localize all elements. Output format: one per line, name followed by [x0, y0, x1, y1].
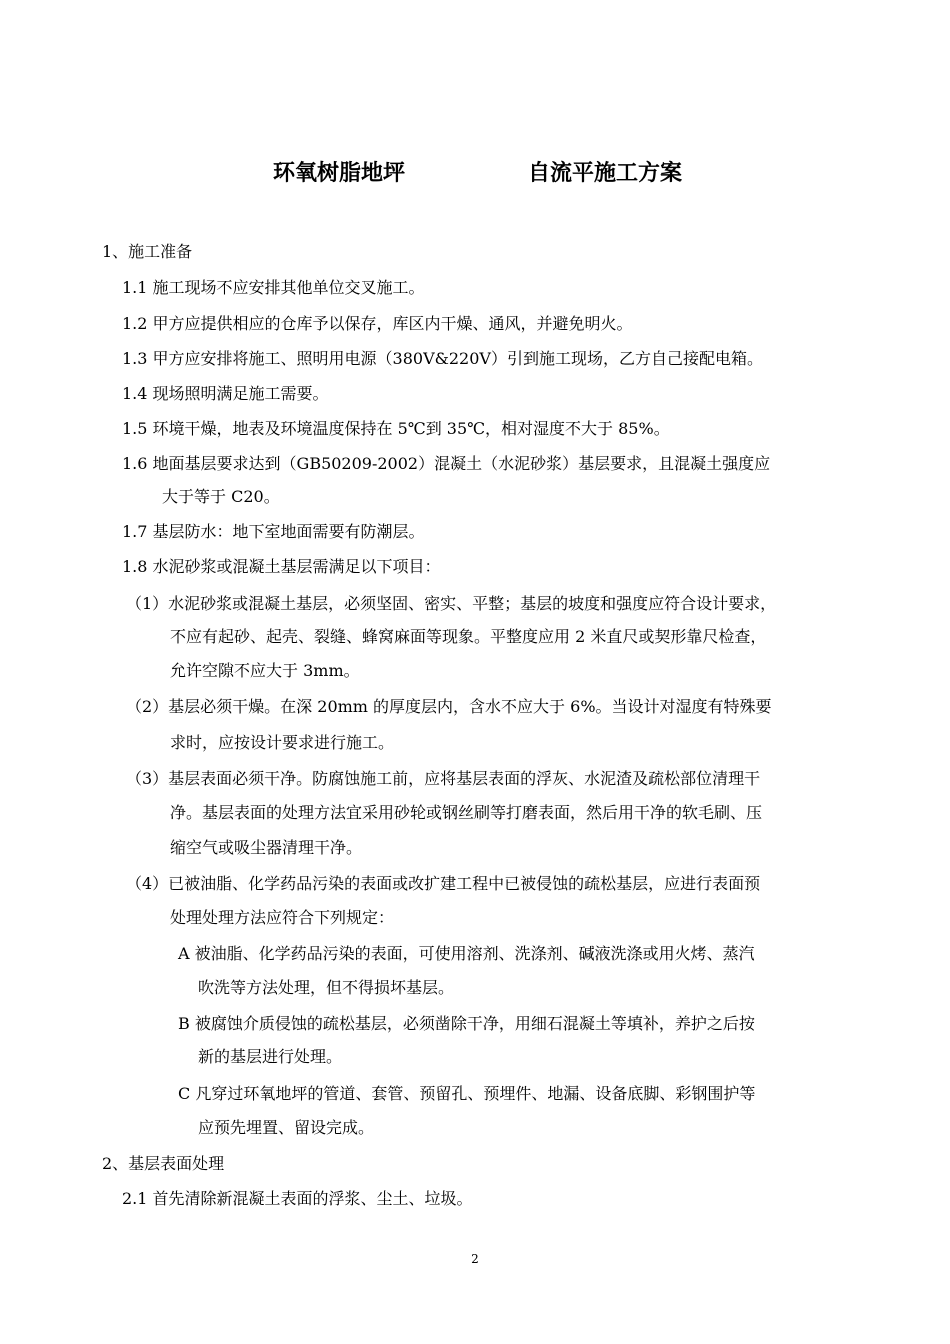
item-1-1: 1.1 施工现场不应安排其他单位交叉施工。 [122, 278, 425, 297]
section-heading-1: 1、施工准备 [102, 242, 193, 261]
subitem-1-cont-1: 不应有起砂、起壳、裂缝、蜂窝麻面等现象。平整度应用 2 米直尺或契形靠尺检查， [170, 627, 767, 646]
title-part-1: 环氧树脂地坪 [273, 160, 406, 186]
subitem-2: （2）基层必须干燥。在深 20mm 的厚度层内，含水不应大于 6%。当设计对湿度有特殊要 [126, 697, 772, 716]
item-1-6-cont: 大于等于 C20。 [162, 487, 280, 506]
subitem-3-cont-1: 净。基层表面的处理方法宜采用砂轮或钢丝刷等打磨表面，然后用干净的软毛刷、压 [170, 803, 763, 822]
point-b-cont: 新的基层进行处理。 [198, 1047, 343, 1066]
subitem-4-cont: 处理处理方法应符合下列规定： [170, 908, 395, 927]
item-1-6: 1.6 地面基层要求达到（GB50209-2002）混凝土（水泥砂浆）基层要求，且混凝土强度应 [122, 454, 771, 473]
item-2-1: 2.1 首先清除新混凝土表面的浮浆、尘土、垃圾。 [122, 1189, 473, 1208]
subitem-1: （1）水泥砂浆或混凝土基层，必须坚固、密实、平整；基层的坡度和强度应符合设计要求， [126, 594, 777, 613]
item-1-7: 1.7 基层防水：地下室地面需要有防潮层。 [122, 522, 425, 541]
point-a: A 被油脂、化学药品污染的表面，可使用溶剂、洗涤剂、碱液洗涤或用火烤、蒸汽 [178, 944, 755, 963]
title-part-2: 自流平施工方案 [528, 160, 683, 186]
section-heading-2: 2、基层表面处理 [102, 1154, 225, 1173]
subitem-3: （3）基层表面必须干净。防腐蚀施工前，应将基层表面的浮灰、水泥渣及疏松部位清理干 [126, 769, 761, 788]
subitem-3-cont-2: 缩空气或吸尘器清理干净。 [170, 838, 363, 857]
item-1-3: 1.3 甲方应安排将施工、照明用电源（380V&220V）引到施工现场，乙方自己接配电箱。 [122, 349, 763, 368]
point-c: C 凡穿过环氧地坪的管道、套管、预留孔、预埋件、地漏、设备底脚、彩钢围护等 [178, 1084, 756, 1103]
subitem-2-cont: 求时，应按设计要求进行施工。 [170, 733, 395, 752]
point-c-cont: 应预先埋置、留设完成。 [198, 1118, 375, 1137]
document-title [0, 156, 950, 190]
point-a-cont: 吹洗等方法处理，但不得损坏基层。 [198, 978, 455, 997]
item-1-8: 1.8 水泥砂浆或混凝土基层需满足以下项目： [122, 557, 441, 576]
page-number: 2 [471, 1252, 479, 1266]
item-1-4: 1.4 现场照明满足施工需要。 [122, 384, 329, 403]
point-b: B 被腐蚀介质侵蚀的疏松基层，必须凿除干净，用细石混凝土等填补，养护之后按 [178, 1014, 755, 1033]
item-1-2: 1.2 甲方应提供相应的仓库予以保存，库区内干燥、通风，并避免明火。 [122, 314, 633, 333]
subitem-1-cont-2: 允许空隙不应大于 3mm。 [170, 661, 360, 680]
subitem-4: （4）已被油脂、化学药品污染的表面或改扩建工程中已被侵蚀的疏松基层，应进行表面预 [126, 874, 761, 893]
item-1-5: 1.5 环境干燥，地表及环境温度保持在 5℃到 35℃，相对湿度不大于 85%。 [122, 419, 670, 438]
